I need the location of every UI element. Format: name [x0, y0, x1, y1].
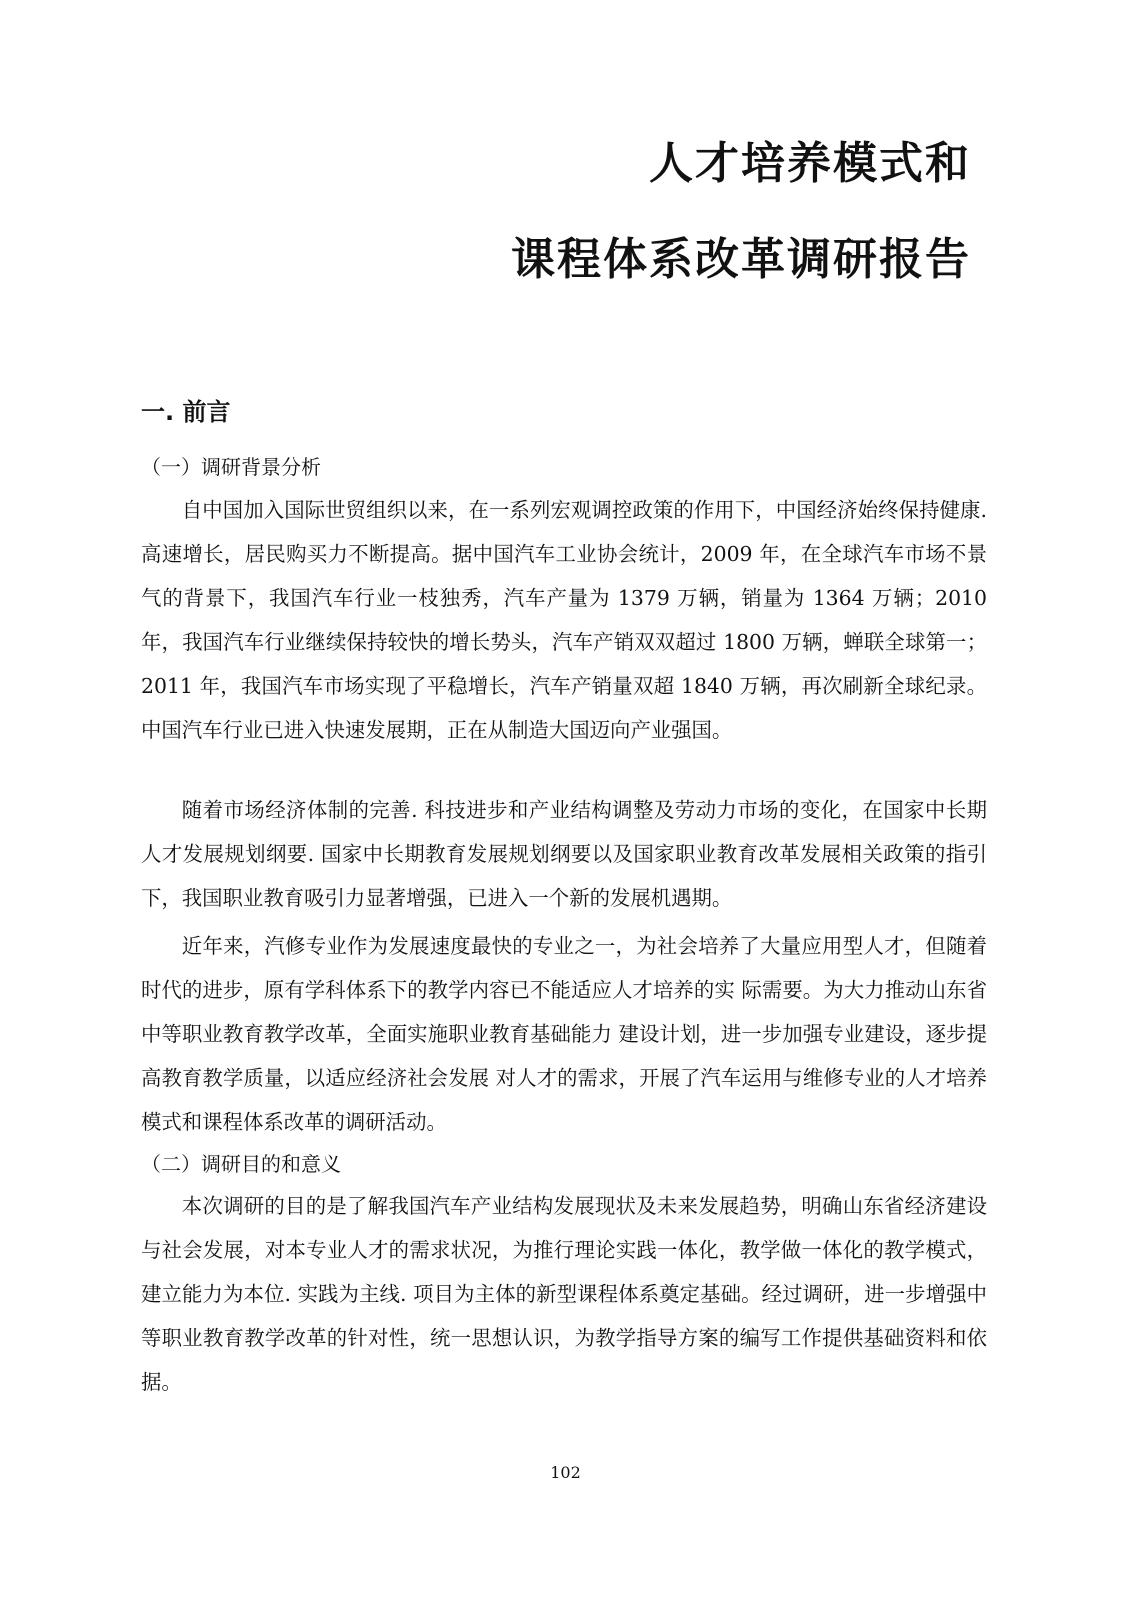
document-title-line-1: 人才培养模式和 [649, 138, 971, 189]
section-heading-preface: 一. 前言 [141, 398, 231, 426]
subsection-heading-background: （一）调研背景分析 [141, 455, 321, 479]
paragraph-background-3: 近年来，汽修专业作为发展速度最快的专业之一，为社会培养了大量应用型人才，但随着时代的进步，原有学科体系下的教学内容已不能适应人才培养的实 际需要。为大力推动山东省中等职业教育教学改革，全面实施职业教育基础能力 建设计划，进一步加强专业建设，逐步提高教育教学质量，以适应经济社会发展 对人才的需求，开展了汽车运用与维修专业的人才培养模式和课程体系改革的调研活动。 [141, 934, 987, 1134]
paragraph-purpose-1: 本次调研的目的是了解我国汽车产业结构发展现状及未来发展趋势，明确山东省经济建设与社会发展，对本专业人才的需求状况，为推行理论实践一体化，教学做一体化的教学模式，建立能力为本位. 实践为主线. 项目为主体的新型课程体系奠定基础。经过调研，进一步增强中等职业教育教学改革的针对性，统一思想认识，为教学指导方案的编写工作提供基础资料和依据。 [141, 1194, 987, 1394]
paragraph-background-1: 自中国加入国际世贸组织以来，在一系列宏观调控政策的作用下，中国经济始终保持健康. 高速增长，居民购买力不断提高。据中国汽车工业协会统计，2009 年，在全球汽车市场不景气的背景下，我国汽车行业一枝独秀，汽车产量为 1379 万辆，销量为 1364 万辆；2010 年，我国汽车行业继续保持较快的增长势头，汽车产销双双超过 1800 万辆，蝉联全球第一；2011 年，我国汽车市场实现了平稳增长，汽车产销量双超 1840 万辆，再次刷新全球纪录。中国汽车行业已进入快速发展期，正在从制造大国迈向产业强国。 [141, 498, 987, 742]
page-number: 102 [550, 1463, 581, 1482]
paragraph-background-2: 随着市场经济体制的完善. 科技进步和产业结构调整及劳动力市场的变化，在国家中长期人才发展规划纲要. 国家中长期教育发展规划纲要以及国家职业教育改革发展相关政策的指引下，我国职业教育吸引力显著增强，已进入一个新的发展机遇期。 [141, 798, 987, 910]
subsection-heading-purpose: （二）调研目的和意义 [141, 1152, 341, 1176]
document-title-line-2: 课程体系改革调研报告 [511, 234, 971, 285]
